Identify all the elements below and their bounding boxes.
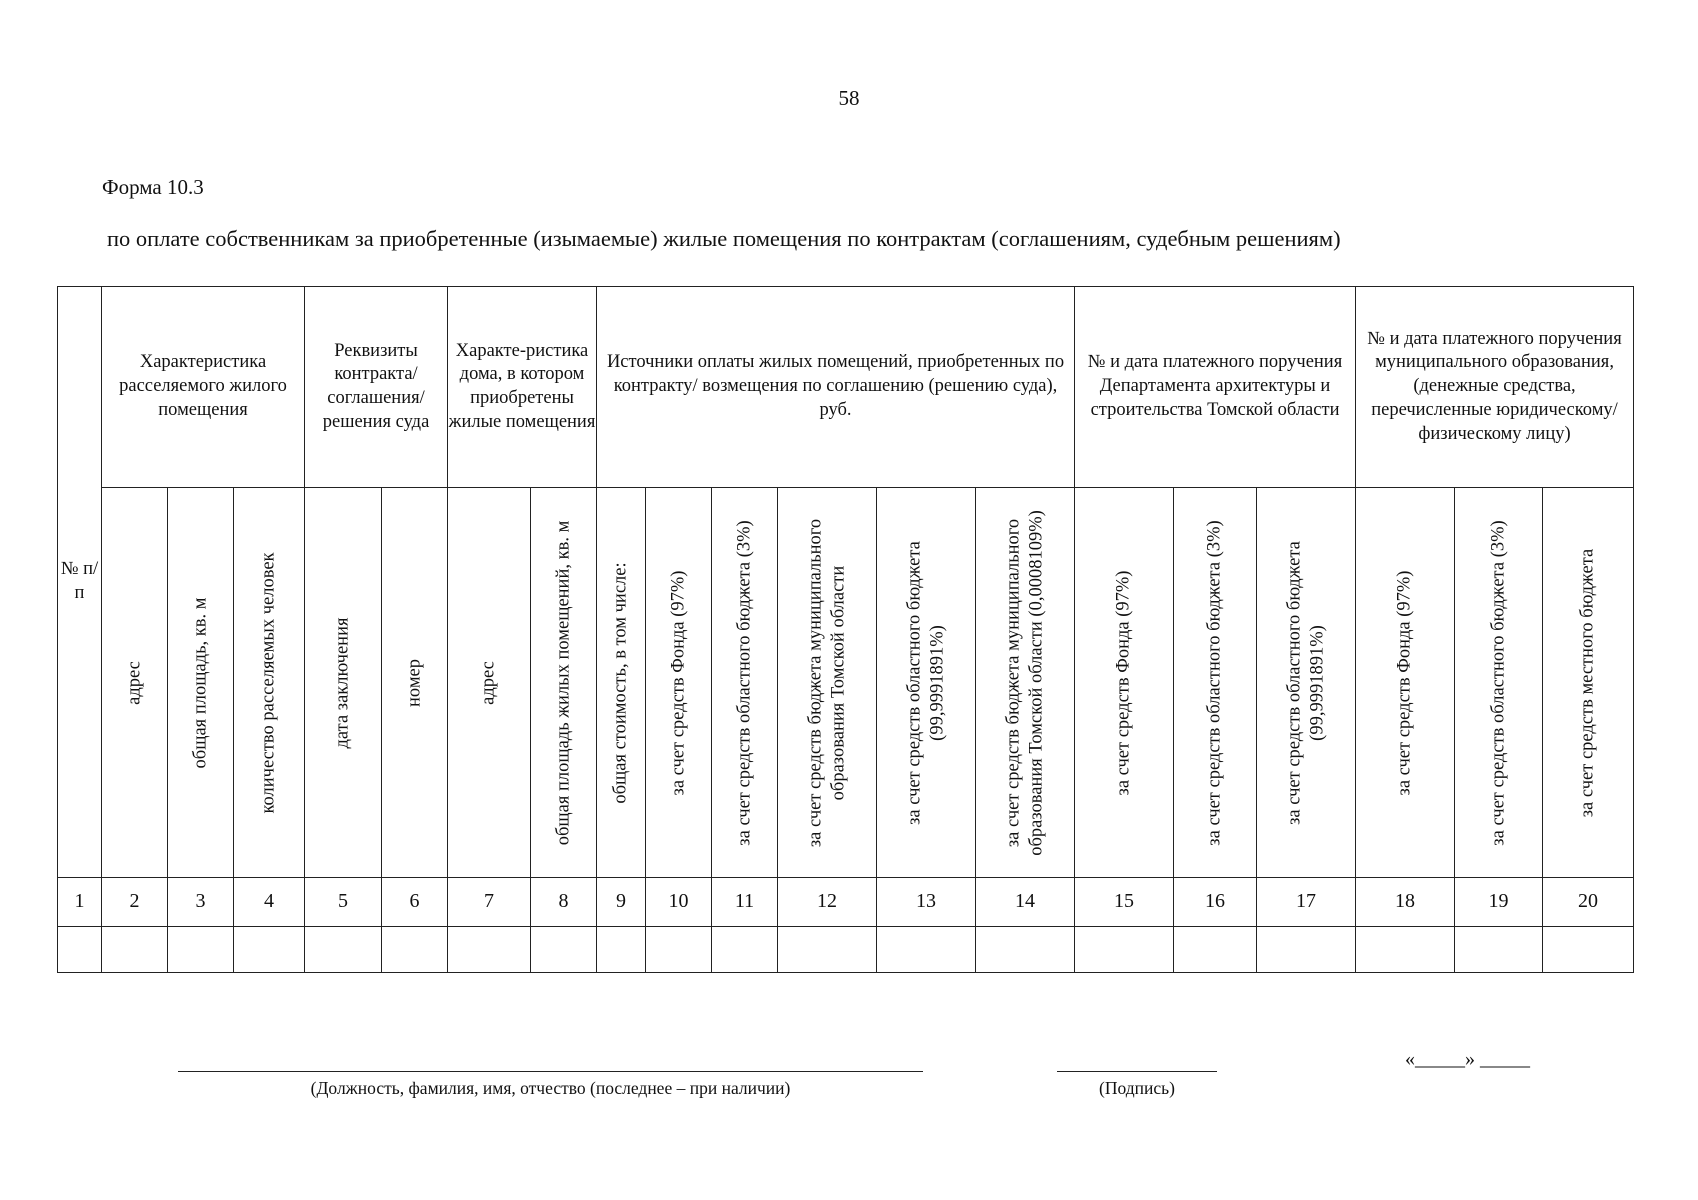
column-header-text: общая стоимость, в том числе: — [610, 561, 631, 804]
column-number: 19 — [1455, 878, 1543, 927]
table-cell[interactable] — [1356, 927, 1455, 973]
column-number: 6 — [382, 878, 448, 927]
column-header-text: за счет средств местного бюджета — [1577, 548, 1598, 817]
form-label: Форма 10.3 — [102, 175, 204, 199]
group-header-municipal-payment-order: № и дата платежного поручения муниципального образования, (денежные средства, перечисленные юридическому/ физическому лицу) — [1356, 287, 1634, 488]
table-cell[interactable] — [597, 927, 646, 973]
column-header — [712, 488, 778, 878]
column-header — [646, 488, 712, 878]
column-number: 18 — [1356, 878, 1455, 927]
name-caption: (Должность, фамилия, имя, отчество (последнее – при наличии) — [310, 1078, 791, 1098]
column-number: 8 — [531, 878, 597, 927]
column-header-text: за счет средств областного бюджета (3%) — [1488, 519, 1509, 846]
column-number: 16 — [1174, 878, 1257, 927]
column-header-text: адрес — [124, 660, 145, 705]
column-header — [448, 488, 531, 878]
group-header-resettled-dwelling: Характеристика расселяемого жилого помещения — [102, 287, 305, 488]
table-cell[interactable] — [1174, 927, 1257, 973]
column-number: 17 — [1257, 878, 1356, 927]
table-cell[interactable] — [58, 927, 102, 973]
table-cell[interactable] — [168, 927, 234, 973]
table-row — [58, 927, 1634, 973]
column-numbers-row — [58, 878, 1634, 927]
column-header-text: за счет средств Фонда (97%) — [1113, 570, 1134, 795]
group-header-department-payment-order: № и дата платежного поручения Департамента архитектуры и строительства Томской области — [1075, 287, 1356, 488]
column-header-text: адрес — [478, 660, 499, 705]
column-header — [531, 488, 597, 878]
column-header — [102, 488, 168, 878]
table-cell[interactable] — [1075, 927, 1174, 973]
column-header — [1075, 488, 1174, 878]
group-header-contract-details: Реквизиты контракта/ соглашения/ решения суда — [305, 287, 448, 488]
column-header — [778, 488, 877, 878]
column-header — [234, 488, 305, 878]
group-header-payment-sources: Источники оплаты жилых помещений, приобретенных по контракту/ возмещения по соглашению (решению суда), руб. — [597, 287, 1075, 488]
column-header — [382, 488, 448, 878]
table-cell[interactable] — [1455, 927, 1543, 973]
table-cell[interactable] — [877, 927, 976, 973]
table-cell[interactable] — [646, 927, 712, 973]
column-header — [1174, 488, 1257, 878]
column-number: 15 — [1075, 878, 1174, 927]
column-header-text: за счет средств Фонда (97%) — [668, 570, 689, 795]
table-cell[interactable] — [1257, 927, 1356, 973]
column-number: 12 — [778, 878, 877, 927]
table-cell[interactable] — [712, 927, 778, 973]
column-header-text: за счет средств областного бюджета (3%) — [1204, 519, 1225, 846]
column-number: 4 — [234, 878, 305, 927]
table-cell[interactable] — [778, 927, 877, 973]
table-cell[interactable] — [1543, 927, 1634, 973]
column-header-text: дата заключения — [332, 617, 353, 748]
column-number: 5 — [305, 878, 382, 927]
form-title: по оплате собственникам за приобретенные (изымаемые) жилые помещения по контрактам (соглашениям, судебным решениям) — [107, 226, 1341, 251]
table-cell[interactable] — [976, 927, 1075, 973]
column-header — [597, 488, 646, 878]
table-cell[interactable] — [102, 927, 168, 973]
column-number: 9 — [597, 878, 646, 927]
column-header-text: за счет средств бюджета муниципального образования Томской области — [805, 518, 849, 847]
column-header-text: номер — [404, 658, 425, 707]
page-number: 58 — [838, 86, 860, 110]
column-number: 3 — [168, 878, 234, 927]
column-header — [305, 488, 382, 878]
table-cell[interactable] — [382, 927, 448, 973]
column-header — [1356, 488, 1455, 878]
column-header-text: за счет средств областного бюджета (99,9991891%) — [904, 540, 948, 825]
rownum-header: № п/п — [58, 287, 102, 878]
column-header-text: за счет средств областного бюджета (3%) — [734, 519, 755, 846]
column-header-text: общая площадь, кв. м — [190, 597, 211, 768]
group-header-house-characteristics: Характе-ристика дома, в котором приобретены жилые помещения — [448, 287, 597, 488]
column-header-text: количество расселяемых человек — [258, 551, 279, 814]
column-number: 10 — [646, 878, 712, 927]
report-table — [57, 286, 1634, 973]
column-header — [976, 488, 1075, 878]
table-cell[interactable] — [448, 927, 531, 973]
signature-line[interactable] — [1057, 1071, 1217, 1072]
column-number: 11 — [712, 878, 778, 927]
column-number: 7 — [448, 878, 531, 927]
column-number: 1 — [58, 878, 102, 927]
column-number: 14 — [976, 878, 1075, 927]
column-header — [168, 488, 234, 878]
column-header-text: за счет средств Фонда (97%) — [1394, 570, 1415, 795]
name-signature-line[interactable] — [178, 1071, 923, 1072]
column-header — [877, 488, 976, 878]
column-header-text: за счет средств бюджета муниципального образования Томской области (0,0008109%) — [1003, 509, 1047, 856]
signature-caption: (Подпись) — [1099, 1078, 1175, 1098]
date-field[interactable]: «_____» _____ — [1405, 1048, 1530, 1070]
column-number: 13 — [877, 878, 976, 927]
column-header-text: за счет средств областного бюджета (99,9991891%) — [1284, 540, 1328, 825]
column-header-text: общая площадь жилых помещений, кв. м — [553, 520, 574, 845]
table-cell[interactable] — [234, 927, 305, 973]
column-header — [1455, 488, 1543, 878]
table-cell[interactable] — [305, 927, 382, 973]
column-header — [1543, 488, 1634, 878]
column-number: 2 — [102, 878, 168, 927]
table-cell[interactable] — [531, 927, 597, 973]
column-header — [1257, 488, 1356, 878]
column-number: 20 — [1543, 878, 1634, 927]
